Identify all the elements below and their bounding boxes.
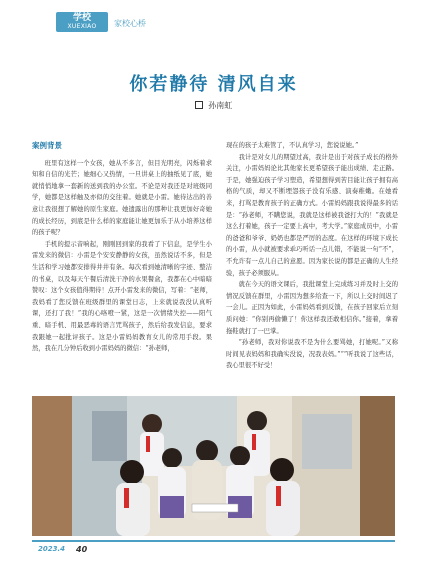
paragraph: 现在的孩子太难管了，不认真学习，您说说她。” <box>226 142 359 149</box>
column-name: 家校心桥 <box>114 19 146 28</box>
page-header <box>0 0 427 38</box>
article-title: 你若静待 清风自来 <box>129 74 298 95</box>
section-heading: 案例背景 <box>32 141 62 150</box>
paragraph: 就在今天的语文课后，我批课堂上完成练习并及时上交的情况反馈在群里，小雷因为想多给查一下，所以上交时间迟了一会儿。正因为如此，小雷妈妈看到反馈，在孩子回家后立刻质问她：“你别再偷懒了！你这样我还敢相信你。”接着，拿着拖鞋就打了一巴掌。 <box>226 281 398 335</box>
author-box-icon <box>195 101 203 109</box>
issue-number: 2023.4 <box>38 545 66 553</box>
classroom-photo <box>32 396 395 536</box>
section-tag <box>56 12 108 32</box>
page-number: 40 <box>76 545 88 554</box>
author-line <box>0 100 427 111</box>
section-tag-cn: 学校 <box>72 13 91 23</box>
footer-rule <box>32 540 395 544</box>
right-column <box>226 140 398 372</box>
photo-illustration <box>32 396 395 536</box>
paragraph: 班里有这样一个女孩，她从不多言，但目光明亮，闪烁着求知和自信的光芒；她细心又热情，一旦讲桌上的抽纸见了底，她就悄悄地拿一套新的送到我的办公室。不论是对我还是对班级同学，她都是这样触及亦似的交往着。她就是小雷。她待达出的善意让我很想了解她的原生家庭。她遗露出的那种让我更加好奇她的成长经历，到底是什么样的家庭能让她更加乐于从小培养这样的孩子呢？ <box>32 159 212 237</box>
left-column <box>32 140 212 355</box>
paragraph: “孙老师，我对你说我不是为什么要骂她，打她呢。”又称时间见表妈妈和我确实没说，况我表妈。”“”听我说了这些话，我心里很不好受！ <box>226 339 398 370</box>
author-name: 孙南虹 <box>208 101 233 110</box>
section-tag-en: XUEXIAO <box>67 23 97 30</box>
paragraph: 我计是对女儿的期望过高，我计是出于对孩子成长的格外关注，小雷妈妈论比其他家长更希望孩子能出成绩、走正路。于是，她强迫孩子学习塑造，希望想得到苦目能让孩子拥有高格的气质，却又不断埋怨孩子没有乐感、演奏稚嫩。在她看来，打骂是教育孩子的正确方式。小雷妈妈跟我说得最多的话是：“孙老师，不瞒您说，我就是这样被我爸打大的！”我就是这么打着她，孩子一定要上高中，考大学。”家庭成员中，小雷的爸爸和爷爷、奶奶也都是严厉的态度。在这样的环境下成长的小雷，从小就被要求乖巧听话一点儿错，不能说一句“不”，不允许有一点儿自己的意愿。因为家长说的都是正确的人生经验，孩子必须服从。 <box>226 153 398 277</box>
paragraph: 手机的提示音响起，刚刚回到家的我看了下信息，是学生小雷发来的微信：小雷是个安安静静的女孩，虽然说话不多，但是生活和学习她都安排得井井有条。每次看到她清晰的字迹、整洁的书桌，以及每天午餐后清洗干净的水果餐盒，我都在心中暗暗赞叹：这个女孩值得期待！点开小雷发来的微信，写着：“老师，我妈看了您反馈在班级群里的课堂日志，上来就说我没认真听课，还打了我！”我的心咯噔一紧，这是一次情绪失控——阳气重、暗手机、用最恶毒的语言咒骂孩子，然后给我发信息，要求我跟她一起批评孩子。这是小雷妈妈教育女儿的常用手段。果然，我在几分钟后收到小雷妈妈的微信：“孙老师， <box>32 240 212 353</box>
